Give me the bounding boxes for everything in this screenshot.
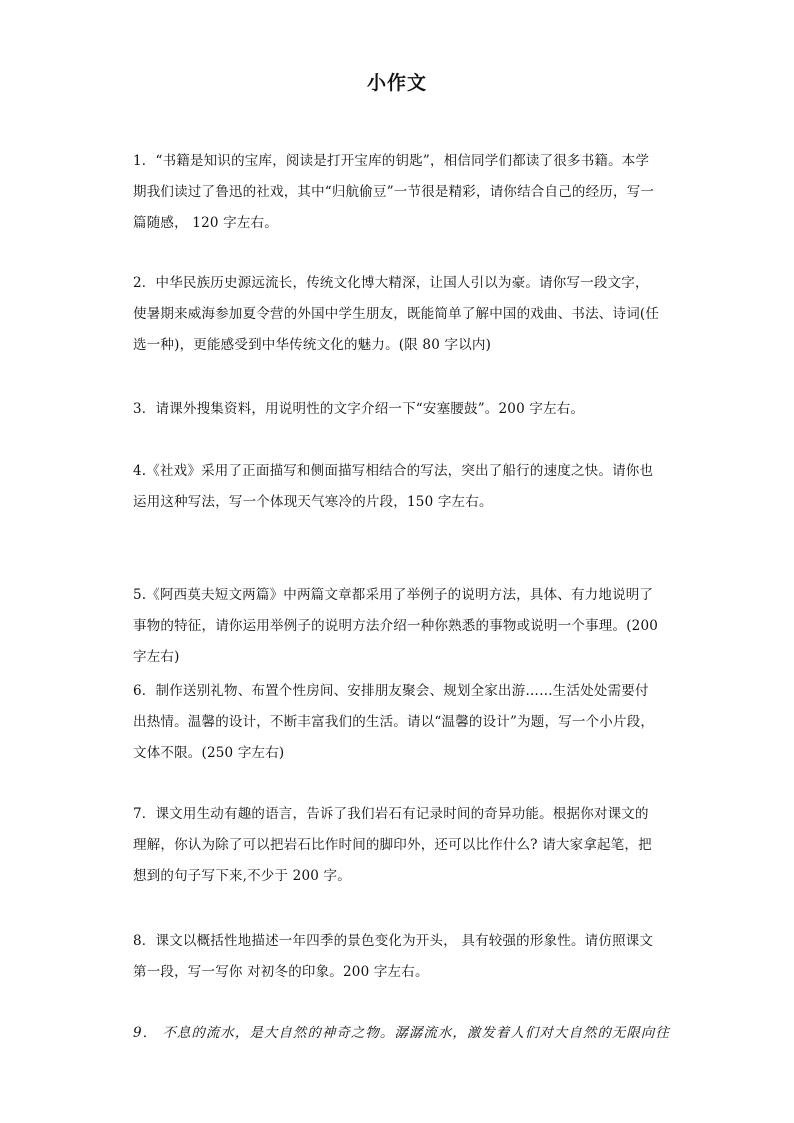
question-line: 文体不限。(250 字左右) — [133, 745, 285, 761]
question-8 — [133, 926, 669, 988]
question-line: 4.《社戏》采用了正面描写和侧面描写相结合的写法，突出了船行的速度之快。请你也 — [133, 463, 654, 479]
question-line: 6．制作送别礼物、布置个性房间、安排朋友聚会、规划全家出游……生活处处需要付 — [133, 683, 649, 699]
question-6 — [133, 676, 669, 769]
question-line: 7．课文用生动有趣的语言，告诉了我们岩石有记录时间的奇异功能。根据你对课文的 — [133, 806, 649, 822]
question-line: 出热情。温馨的设计，不断丰富我们的生活。请以“温馨的设计”为题，写一个小片段， — [133, 714, 655, 730]
question-4 — [133, 456, 669, 518]
question-line: 2．中华民族历史源远流长，传统文化博大精深，让国人引以为豪。请你写一段文字， — [133, 275, 649, 291]
question-line: 字左右) — [133, 649, 180, 665]
question-5 — [133, 580, 669, 673]
question-line: 5.《阿西莫夫短文两篇》中两篇文章都采用了举例子的说明方法，具体、有力地说明了 — [133, 587, 654, 603]
question-7 — [133, 799, 669, 892]
question-line: 期我们读过了鲁迅的社戏，其中“归航偷豆”一节很是精彩，请你结合自己的经历，写一 — [133, 184, 655, 200]
question-line: 8．课文以概括性地描述一年四季的景色变化为开头， 具有较强的形象性。请仿照课文 — [133, 933, 654, 949]
question-line: 3．请课外搜集资料，用说明性的文字介绍一下“安塞腰鼓”。200 字左右。 — [133, 401, 585, 417]
question-line: 使暑期来威海参加夏令营的外国中学生朋友，既能简单了解中国的戏曲、书法、诗词(任 — [133, 306, 660, 322]
question-line: 事物的特征，请你运用举例子的说明方法介绍一种你熟悉的事物或说明一个事理。(200 — [133, 618, 659, 634]
question-line: 篇随感， 120 字左右。 — [133, 215, 278, 231]
question-line: 9． 不息的流水，是大自然的神奇之物。潺潺流水，激发着人们对大自然的无限向往 — [133, 1025, 670, 1041]
question-9 — [133, 1018, 669, 1049]
question-1 — [133, 146, 669, 239]
question-line: 第一段，写一写你 对初冬的印象。200 字左右。 — [133, 964, 429, 980]
question-line: 选一种)，更能感受到中华传统文化的魅力。(限 80 字以内) — [133, 337, 492, 353]
question-line: 想到的句子写下来,不少于 200 字。 — [133, 868, 351, 884]
question-line: 理解，你认为除了可以把岩石比作时间的脚印外，还可以比作什么? 请大家拿起笔，把 — [133, 837, 652, 853]
question-2 — [133, 268, 669, 361]
question-line: 1．“书籍是知识的宝库，阅读是打开宝库的钥匙”，相信同学们都读了很多书籍。本学 — [133, 153, 650, 169]
document-title: 小作文 — [366, 72, 427, 94]
question-3 — [133, 394, 669, 425]
question-line: 运用这种写法，写一个体现天气寒冷的片段，150 字左右。 — [133, 494, 493, 510]
